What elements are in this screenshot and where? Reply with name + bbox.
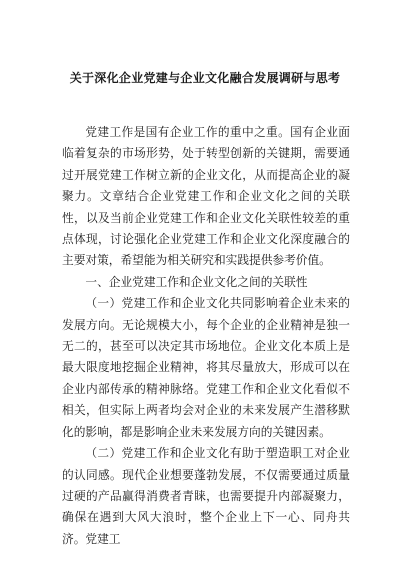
document-title: 关于深化企业党建与企业文化融合发展调研与思考 bbox=[69, 71, 341, 85]
section-heading-1: 一、企业党建工作和企业文化之间的关联性 bbox=[85, 274, 308, 289]
document-body bbox=[62, 122, 350, 550]
paragraph-section-1-1: （一）党建工作和企业文化共同影响着企业未来的发展方向。无论规模大小，每个企业的企业精神是独一无二的，甚至可以决定其市场地位。企业文化本质上是最大限度地挖掘企业精神，将其尽量放大，形成可以在企业内部传承的精神脉络。党建工作和企业文化看似不相关，但实际上两者均会对企业的未来发展产生潜移默化的影响，都是影响企业未来发展方向的关键因素。 bbox=[62, 296, 350, 439]
paragraph-abstract: 党建工作是国有企业工作的重中之重。国有企业面临着复杂的市场形势，处于转型创新的关键期，需要通过开展党建工作树立新的企业文化，从而提高企业的凝聚力。文章结合企业党建工作和企业文化之间的关联性，以及当前企业党建工作和企业文化关联性较差的重点体现，讨论强化企业党建工作和企业文化深度融合的主要对策，希望能为相关研究和实践提供参考价值。 bbox=[62, 125, 350, 268]
paragraph-section-1-2: （二）党建工作和企业文化有助于塑造职工对企业的认同感。现代企业想要蓬勃发展，不仅需要通过质量过硬的产品赢得消费者青睐，也需要提升内部凝聚力，确保在遇到大风大浪时，整个企业上下一心、同舟共济。党建工 bbox=[62, 446, 350, 546]
